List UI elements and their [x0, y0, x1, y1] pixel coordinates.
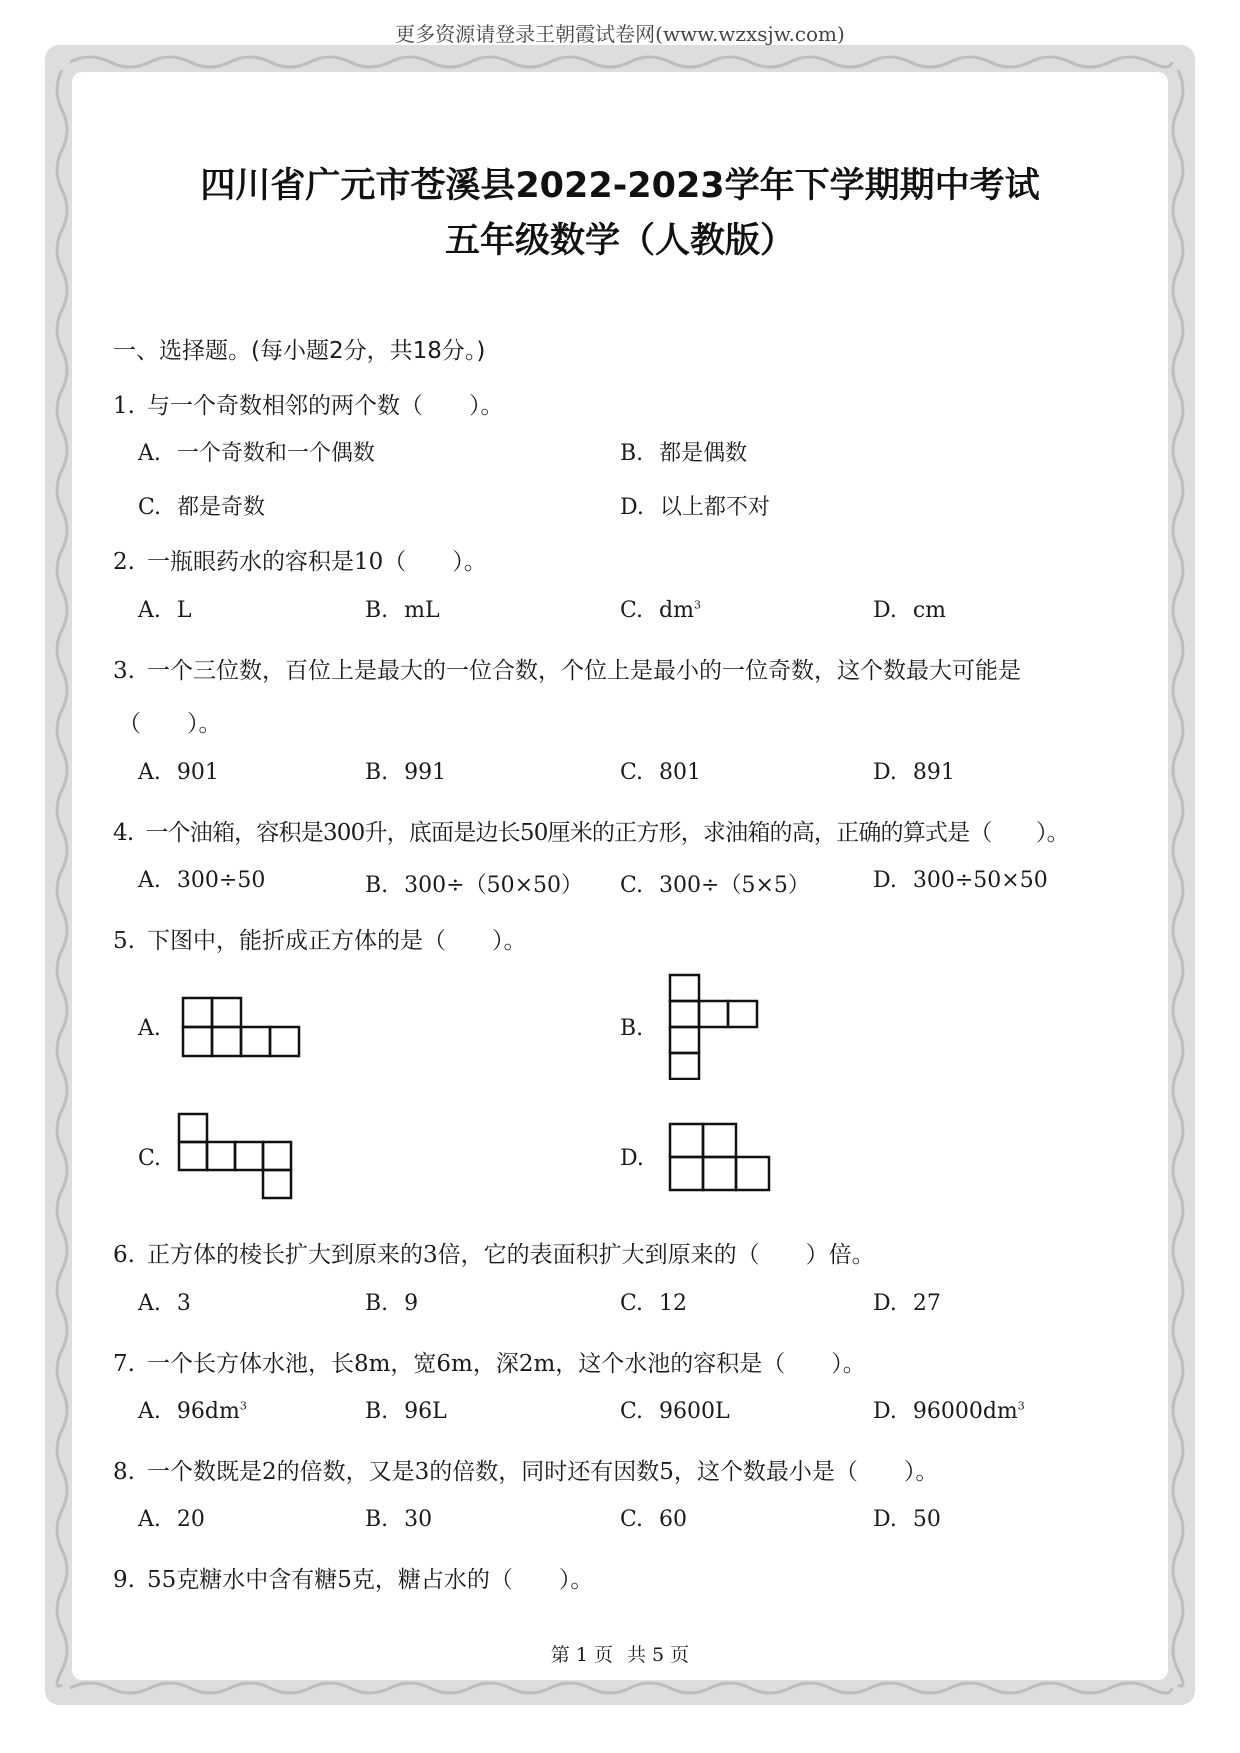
option-c: C. 801 [620, 760, 702, 785]
question-6 [113, 1236, 875, 1269]
question-number: 4. [113, 820, 134, 846]
option-a: A. 20 [138, 1507, 205, 1532]
option-d: D. 27 [873, 1291, 941, 1316]
question-text: 一个三位数，百位上是最大的一位合数，个位上是最小的一位奇数，这个数最大可能是 [146, 658, 1021, 684]
question-number: 3. [113, 658, 135, 684]
option-d: D. $96000dm^3$ [873, 1399, 1025, 1424]
option-d: D. 50 [873, 1507, 941, 1532]
cube-net-c [176, 1111, 298, 1203]
header-note: 更多资源请登录王朝霞试卷网(www.wzxsjw.com) [395, 22, 845, 46]
question-number: 1. [113, 393, 135, 419]
question-number: 6. [113, 1242, 135, 1268]
option-b: B. [620, 1016, 644, 1041]
option-d: D. [620, 1146, 644, 1171]
option-a: A. 3 [138, 1291, 191, 1316]
option-b: B. 9 [365, 1291, 419, 1316]
question-number: 5. [113, 928, 135, 954]
question-text: 一个长方体水池，长8m，宽6m，深2m，这个水池的容积是（ ）。 [146, 1351, 866, 1377]
cube-net-b [667, 972, 767, 1080]
option-a: A. [138, 1016, 161, 1041]
question-number: 9. [113, 1567, 135, 1593]
option-c: C. 都是奇数 [138, 495, 266, 520]
option-c: C. 12 [620, 1291, 688, 1316]
exam-subtitle: 五年级数学（人教版） [444, 221, 795, 261]
question-8 [113, 1453, 938, 1486]
question-9 [113, 1561, 593, 1594]
option-b: B. 300÷（50×50） [365, 873, 584, 898]
question-text: 一个油箱，容积是300升，底面是边长50厘米的正方形，求油箱的高，正确的算式是（ ）。 [145, 820, 1069, 846]
option-b: B. mL [365, 598, 440, 623]
option-b: B. 都是偶数 [620, 441, 748, 466]
question-text: 下图中，能折成正方体的是（ ）。 [146, 928, 527, 954]
option-d: D. cm [873, 598, 947, 623]
page-number: 第 1 页 [550, 1644, 613, 1666]
option-b: B. 991 [365, 760, 447, 785]
exam-title: 四川省广元市苍溪县2022-2023学年下学期期中考试 [200, 166, 1040, 206]
question-3 [113, 652, 1021, 685]
total-pages: 共 5 页 [627, 1644, 690, 1666]
question-text: 55克糖水中含有糖5克，糖占水的（ ）。 [146, 1567, 594, 1593]
option-b: B. 30 [365, 1507, 433, 1532]
section-heading: 一、选择题。(每小题2分，共18分。) [113, 338, 486, 364]
option-c: C. 60 [620, 1507, 688, 1532]
option-c: C. [138, 1146, 162, 1171]
question-3-continuation: （ ）。 [118, 711, 222, 737]
question-7 [113, 1345, 866, 1378]
question-number: 8. [113, 1459, 135, 1485]
option-a: A. 300÷50 [138, 868, 266, 893]
option-a: A. L [138, 598, 192, 623]
option-a: A. 901 [138, 760, 219, 785]
option-c: C. 300÷（5×5） [620, 873, 810, 898]
option-d: D. 891 [873, 760, 955, 785]
question-text: 与一个奇数相邻的两个数（ ）。 [146, 393, 504, 419]
option-a: A. $96dm^3$ [138, 1399, 247, 1424]
question-2 [113, 543, 487, 576]
option-c: C. 9600L [620, 1399, 730, 1424]
option-c: C. $dm^3$ [620, 598, 701, 623]
question-text: 一个数既是2的倍数，又是3的倍数，同时还有因数5，这个数最小是（ ）。 [146, 1459, 939, 1485]
option-b: B. 96L [365, 1399, 447, 1424]
option-d: D. 300÷50×50 [873, 868, 1048, 893]
question-5 [113, 922, 526, 955]
question-4 [113, 814, 1069, 847]
option-a: A. 一个奇数和一个偶数 [138, 441, 375, 466]
option-d: D. 以上都不对 [620, 495, 770, 520]
question-text: 正方体的棱长扩大到原来的3倍，它的表面积扩大到原来的（ ）倍。 [146, 1242, 875, 1268]
page-footer [0, 1640, 1240, 1667]
question-1 [113, 387, 503, 420]
question-text: 一瓶眼药水的容积是10（ ）。 [146, 549, 487, 575]
cube-net-d [667, 1121, 775, 1193]
cube-net-a [180, 995, 305, 1060]
question-number: 2. [113, 549, 135, 575]
question-number: 7. [113, 1351, 135, 1377]
